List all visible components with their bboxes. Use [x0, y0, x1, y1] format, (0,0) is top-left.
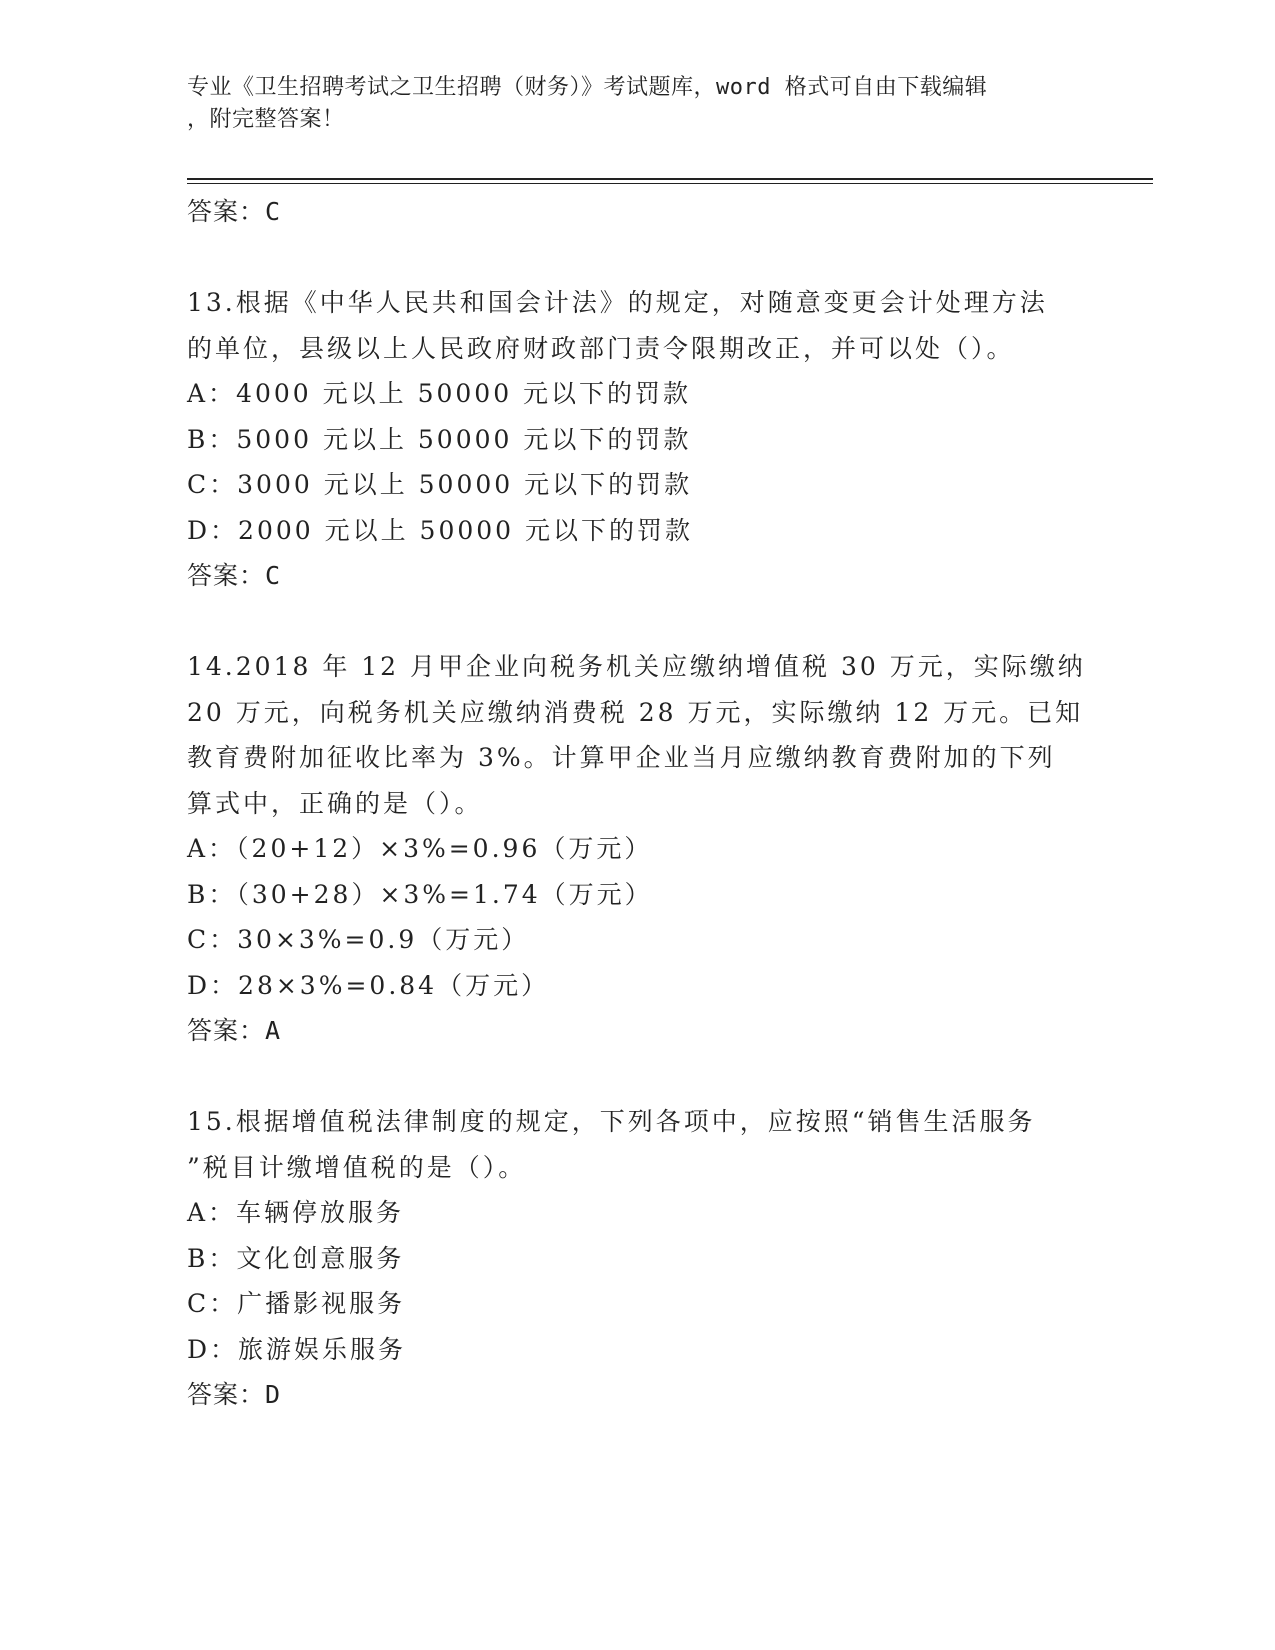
option-b: B：文化创意服务 [187, 1243, 405, 1273]
question-stem-line: 20 万元，向税务机关应缴纳消费税 28 万元，实际缴纳 12 万元。已知 [187, 697, 1084, 727]
question-15 [187, 1099, 1087, 1418]
answer-previous: 答案：C [187, 197, 282, 226]
answer: 答案：C [187, 561, 282, 590]
answer: 答案：D [187, 1380, 282, 1409]
option-a: A：车辆停放服务 [187, 1198, 405, 1227]
option-b: B：（30+28）×3%=1.74（万元） [187, 879, 653, 909]
option-a: A：（20+12）×3%=0.96（万元） [187, 834, 653, 863]
question-stem-line: 14.2018 年 12 月甲企业向税务机关应缴纳增值税 30 万元，实际缴纳 [187, 652, 1086, 681]
header-line-1: 专业《卫生招聘考试之卫生招聘（财务）》考试题库，word 格式可自由下载编辑 [187, 75, 988, 100]
option-b: B：5000 元以上 50000 元以下的罚款 [187, 424, 692, 454]
spacer [187, 599, 1087, 645]
question-stem-line: ”税目计缴增值税的是（）。 [187, 1152, 527, 1182]
question-stem-line: 教育费附加征收比率为 3%。计算甲企业当月应缴纳教育费附加的下列 [187, 743, 1056, 772]
option-c: C：广播影视服务 [187, 1289, 406, 1318]
header-line-2: ，附完整答案！ [187, 107, 345, 132]
question-stem-line: 13.根据《中华人民共和国会计法》的规定，对随意变更会计处理方法 [187, 288, 1048, 317]
spacer [187, 235, 1087, 281]
spacer [187, 1054, 1087, 1100]
option-c: C：30×3%=0.9（万元） [187, 925, 530, 954]
header-rule-thin [187, 183, 1153, 184]
option-d: D：28×3%=0.84（万元） [187, 970, 550, 1000]
question-body [187, 189, 1087, 1418]
option-a: A：4000 元以上 50000 元以下的罚款 [187, 379, 692, 408]
option-d: D：2000 元以上 50000 元以下的罚款 [187, 515, 694, 545]
question-stem-line: 的单位，县级以上人民政府财政部门责令限期改正，并可以处（）。 [187, 333, 1015, 363]
question-stem-line: 15.根据增值税法律制度的规定，下列各项中，应按照“销售生活服务 [187, 1107, 1036, 1136]
question-13 [187, 280, 1087, 599]
page-header [187, 72, 1067, 136]
header-rule-thick [187, 178, 1153, 180]
option-c: C：3000 元以上 50000 元以下的罚款 [187, 470, 693, 499]
question-14 [187, 644, 1087, 1054]
question-stem-line: 算式中，正确的是（）。 [187, 788, 483, 818]
option-d: D：旅游娱乐服务 [187, 1334, 407, 1364]
answer: 答案：A [187, 1016, 282, 1045]
